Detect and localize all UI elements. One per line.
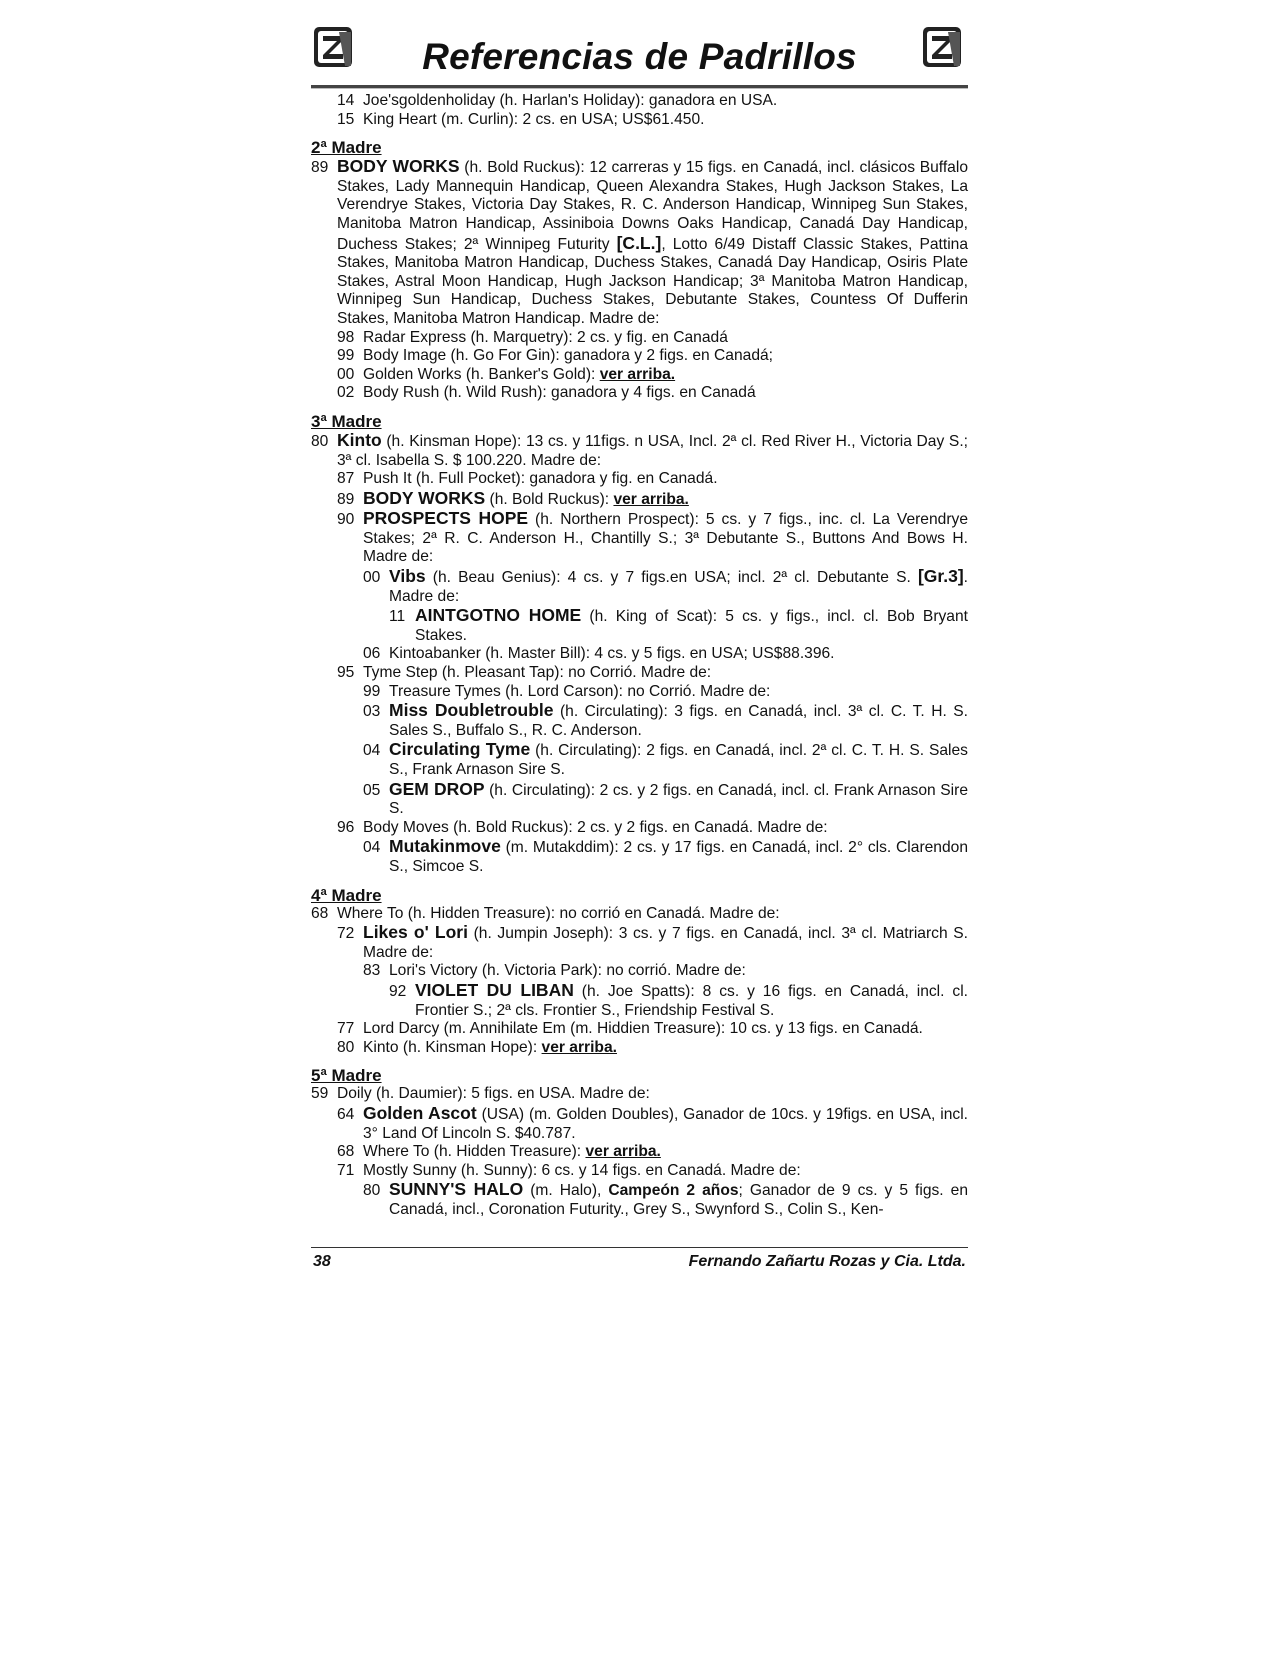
list-item: 68 Where To (h. Hidden Treasure): no corrió en Canadá. Madre de: (311, 904, 780, 922)
list-item: 80 Kinto (h. Kinsman Hope): 13 cs. y 11figs. n USA, Incl. 2ª cl. Red River H., Victoria Day S.; 3ª cl. Isabella S. $ 100.220. Madre de: (311, 429, 968, 469)
page-number: 38 (313, 1253, 331, 1270)
publisher-name: Fernando Zañartu Rozas y Cia. Ltda. (688, 1253, 966, 1270)
list-item: 06 Kintoabanker (h. Master Bill): 4 cs. y 5 figs. en USA; US$88.396. (363, 645, 835, 663)
list-item: 59 Doily (h. Daumier): 5 figs. en USA. Madre de: (311, 1085, 650, 1103)
list-item: 87 Push It (h. Full Pocket): ganadora y fig. en Canadá. (337, 470, 718, 488)
list-item: 71 Mostly Sunny (h. Sunny): 6 cs. y 14 figs. en Canadá. Madre de: (337, 1161, 801, 1179)
list-item: 68 Where To (h. Hidden Treasure): ver arriba. (337, 1143, 661, 1161)
list-item: 80 SUNNY'S HALO (m. Halo), Campeón 2 años; Ganador de 9 cs. y 5 figs. en Canadá, incl., Coronation Futurity., Grey S., Swynford S., Colin S., Ken- (363, 1179, 968, 1218)
list-item: 14 Joe'sgoldenholiday (h. Harlan's Holiday): ganadora en USA. (337, 92, 778, 109)
list-item: 77 Lord Darcy (m. Annihilate Em (m. Hiddien Treasure): 10 cs. y 13 figs. en Canadá. (337, 1020, 923, 1038)
list-item: 89 BODY WORKS (h. Bold Ruckus): ver arriba. (337, 487, 689, 508)
list-item: 00 Golden Works (h. Banker's Gold): ver arriba. (337, 365, 676, 383)
ver-arriba-link[interactable]: ver arriba. (541, 1038, 617, 1056)
list-item: 04 Mutakinmove (m. Mutakddim): 2 cs. y 17 figs. en Canadá, incl. 2° cls. Clarendon S., Simcoe S. (363, 836, 968, 875)
page-header (311, 22, 968, 84)
list-item: 04 Circulating Tyme (h. Circulating): 2 figs. en Canadá, incl. 2ª cl. C. T. H. S. Sales S., Frank Arnason Sire S. (363, 739, 968, 778)
ver-arriba-link[interactable]: ver arriba. (585, 1143, 661, 1161)
horse-head-shield-icon (920, 24, 966, 70)
ver-arriba-link[interactable]: ver arriba. (599, 365, 676, 383)
list-item: 89 BODY WORKS (h. Bold Ruckus): 12 carreras y 15 figs. en Canadá, incl. clásicos Buffalo Stakes, Lady Mannequin Handicap, Queen Alexandra Stakes, Hugh Jackson Stakes, La Verendrye Stakes, Victoria Day Stakes, R. C. Anderson Handicap, Winnipeg Sun Stakes, Manitoba Matron Handicap, Assiniboia Downs Oaks Handicap, Canadá Day Handicap, Duchess Stakes; 2ª Winnipeg Futurity [C.L.], Lotto 6/49 Distaff Classic Stakes, Pattina Stakes, Manitoba Matron Handicap, Duchess Stakes, Canadá Day Handicap, Osiris Plate Stakes, Astral Moon Handicap, Hugh Jackson Handicap; 3ª Manitoba Matron Handicap, Winnipeg Sun Handicap, Duchess Stakes, Debutante Stakes, Countess Of Dufferin Stakes, Manitoba Matron Handicap. Madre de: (311, 156, 968, 327)
list-item: 99 Body Image (h. Go For Gin): ganadora y 2 figs. en Canadá; (337, 347, 773, 365)
list-item: 72 Likes o' Lori (h. Jumpin Joseph): 3 cs. y 7 figs. en Canadá, incl. 3ª cl. Matriarch S. Madre de: (337, 922, 968, 961)
page (311, 22, 968, 1219)
list-item: 11 AINTGOTNO HOME (h. King of Scat): 5 cs. y figs., incl. cl. Bob Bryant Stakes. (389, 605, 968, 644)
list-item: 92 VIOLET DU LIBAN (h. Joe Spatts): 8 cs. y 16 figs. en Canadá, incl. cl. Frontier S.; 2ª cls. Frontier S., Friendship Festival S. (389, 979, 968, 1019)
list-item: 00 Vibs (h. Beau Genius): 4 cs. y 7 figs.en USA; incl. 2ª cl. Debutante S. [Gr.3]. Madre de: (363, 566, 968, 605)
list-item: 98 Radar Express (h. Marquetry): 2 cs. y fig. en Canadá (337, 328, 728, 346)
list-item: 96 Body Moves (h. Bold Ruckus): 2 cs. y 2 figs. en Canadá. Madre de: (337, 818, 828, 836)
list-item: 02 Body Rush (h. Wild Rush): ganadora y 4 figs. en Canadá (337, 384, 756, 402)
list-item: 90 PROSPECTS HOPE (h. Northern Prospect): 5 cs. y 7 figs., inc. cl. La Verendrye Stakes; 2ª R. C. Anderson H., Chantilly S.; 3ª Debutante S., Buttons And Bows H. Madre de: (337, 508, 968, 566)
list-item: 95 Tyme Step (h. Pleasant Tap): no Corrió. Madre de: (337, 664, 712, 682)
header-rule (311, 85, 968, 89)
pedigree-content (311, 92, 968, 1219)
section-heading: 2ª Madre (311, 138, 382, 158)
list-item: 80 Kinto (h. Kinsman Hope): ver arriba. (337, 1038, 617, 1056)
list-item: 83 Lori's Victory (h. Victoria Park): no corrió. Madre de: (363, 962, 746, 980)
list-item: 05 GEM DROP (h. Circulating): 2 cs. y 2 figs. en Canadá, incl. cl. Frank Arnason Sire S. (363, 778, 968, 818)
section-heading: 4ª Madre (311, 885, 382, 905)
list-item: 15 King Heart (m. Curlin): 2 cs. en USA; US$61.450. (337, 110, 705, 128)
list-item: 03 Miss Doubletrouble (h. Circulating): 3 figs. en Canadá, incl. 3ª cl. C. T. H. S. Sales S., Buffalo S., R. C. Anderson. (363, 700, 968, 739)
section-heading: 3ª Madre (311, 411, 382, 431)
section-heading: 5ª Madre (311, 1066, 382, 1086)
footer-rule (311, 1247, 968, 1248)
list-item: 99 Treasure Tymes (h. Lord Carson): no Corrió. Madre de: (363, 682, 771, 700)
ver-arriba-link[interactable]: ver arriba. (613, 490, 689, 508)
list-item: 64 Golden Ascot (USA) (m. Golden Doubles), Ganador de 10cs. y 19figs. en USA, incl. 3° Land Of Lincoln S. $40.787. (337, 1102, 968, 1142)
page-title: Referencias de Padrillos (422, 36, 857, 77)
